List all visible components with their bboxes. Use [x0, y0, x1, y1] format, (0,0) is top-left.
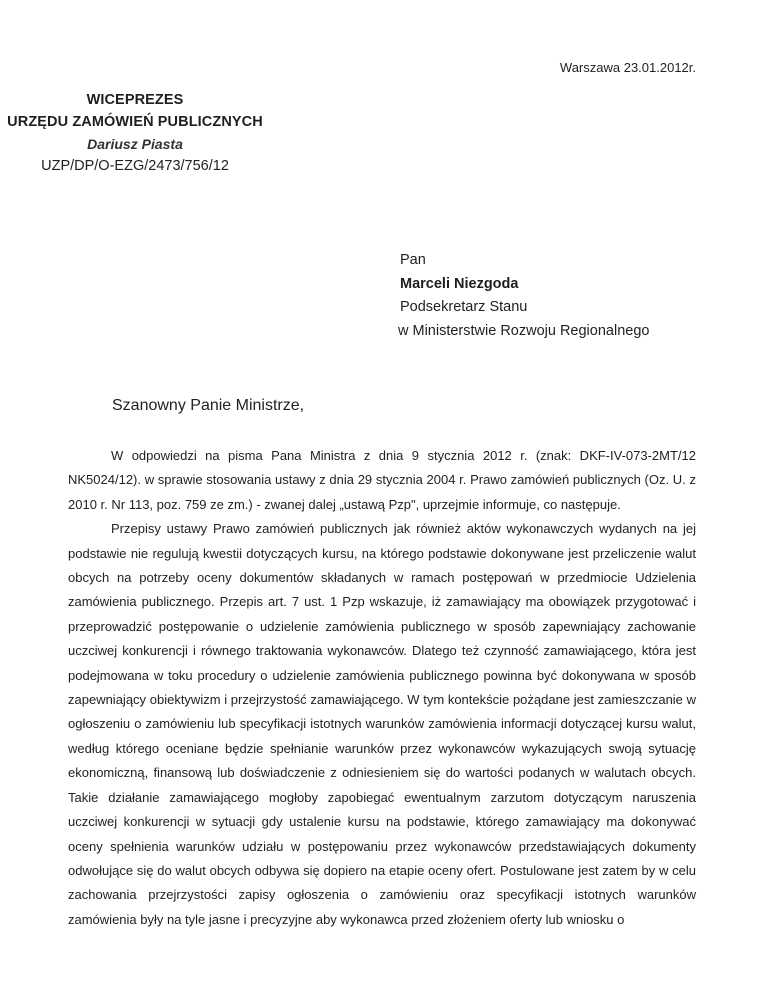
recipient-name: Marceli Niezgoda [400, 275, 519, 292]
sender-title: WICEPREZES [86, 92, 184, 108]
body-paragraph: W odpowiedzi na pisma Pana Ministra z dnia 9 stycznia 2012 r. (znak: DKF-IV-073-2MT/12 NK5024/12). w sprawie stosowania ustawy z dnia 29 stycznia 2004 r. Prawo zamówień publicznych (Oz. U. z 2010 r. Nr 113, poz. 759 ze zm.) - zwanej dalej „ustawą Pzp", uprzejmie informuje, co następuje. [68, 448, 696, 512]
recipient-salutation-word: Pan [400, 252, 426, 268]
sender-office: URZĘDU ZAMÓWIEŃ PUBLICZNYCH [7, 114, 263, 130]
sender-block [0, 92, 270, 174]
recipient-block [398, 249, 649, 343]
sender-name: Dariusz Piasta [87, 136, 183, 152]
recipient-position: Podsekretarz Stanu [400, 299, 528, 315]
salutation: Szanowny Panie Ministrze, [112, 397, 305, 414]
sender-reference: UZP/DP/O-EZG/2473/756/12 [41, 158, 229, 174]
letter-date: Warszawa 23.01.2012r. [559, 60, 696, 75]
body-paragraph: Przepisy ustawy Prawo zamówień publicznych jak również aktów wykonawczych wydanych na jej podstawie nie regulują kwestii dotyczących kursu, na którego podstawie dokonywane jest przeliczenie walut obcych na potrzeby oceny dokumentów składanych w ramach postępowań w przedmiocie Udzielenia zamówienia publicznego. Przepis art. 7 ust. 1 Pzp wskazuje, iż zamawiający ma obowiązek przygotować i przeprowadzić postępowanie o udzielenie zamówienia publicznego w sposób zapewniający zachowanie uczciwej konkurencji i równego traktowania wykonawców. Dlatego też czynność zamawiającego, która jest podejmowana w toku procedury o udzielenie zamówienia publicznego powinna być dokonywana w sposób zapewniający obiektywizm i przejrzystość zamawiającego. W tym kontekście pożądane jest zamieszczanie w ogłoszeniu o zamówieniu lub specyfikacji istotnych warunków zamówienia informacji dotyczącej kursu walut, według którego oceniane będzie spełnianie warunków przez wykonawców wykazujących swoją sytuację ekonomiczną, finansową lub doświadczenie z odniesieniem się do wartości podanych w walutach obcych. Takie działanie zamawiającego mogłoby zapobiegać ewentualnym zarzutom dotyczącym naruszenia uczciwej konkurencji w sytuacji gdy ustalenie kursu na podstawie, którego zamawiający ma dokonywać oceny spełnienia warunków udziału w postępowaniu przez wykonawców przedstawiających dokumenty odwołujące się do walut obcych odbywa się dopiero na etapie oceny ofert. Postulowane jest zatem by w celu zachowania przejrzystości zapisy ogłoszenia o zamówieniu oraz specyfikacji istotnych warunków zamówienia były na tyle jasne i precyzyjne aby wykonawca przed złożeniem oferty lub wniosku o [68, 521, 696, 927]
letter-body [68, 444, 696, 932]
recipient-institution: w Ministerstwie Rozwoju Regionalnego [398, 322, 650, 339]
